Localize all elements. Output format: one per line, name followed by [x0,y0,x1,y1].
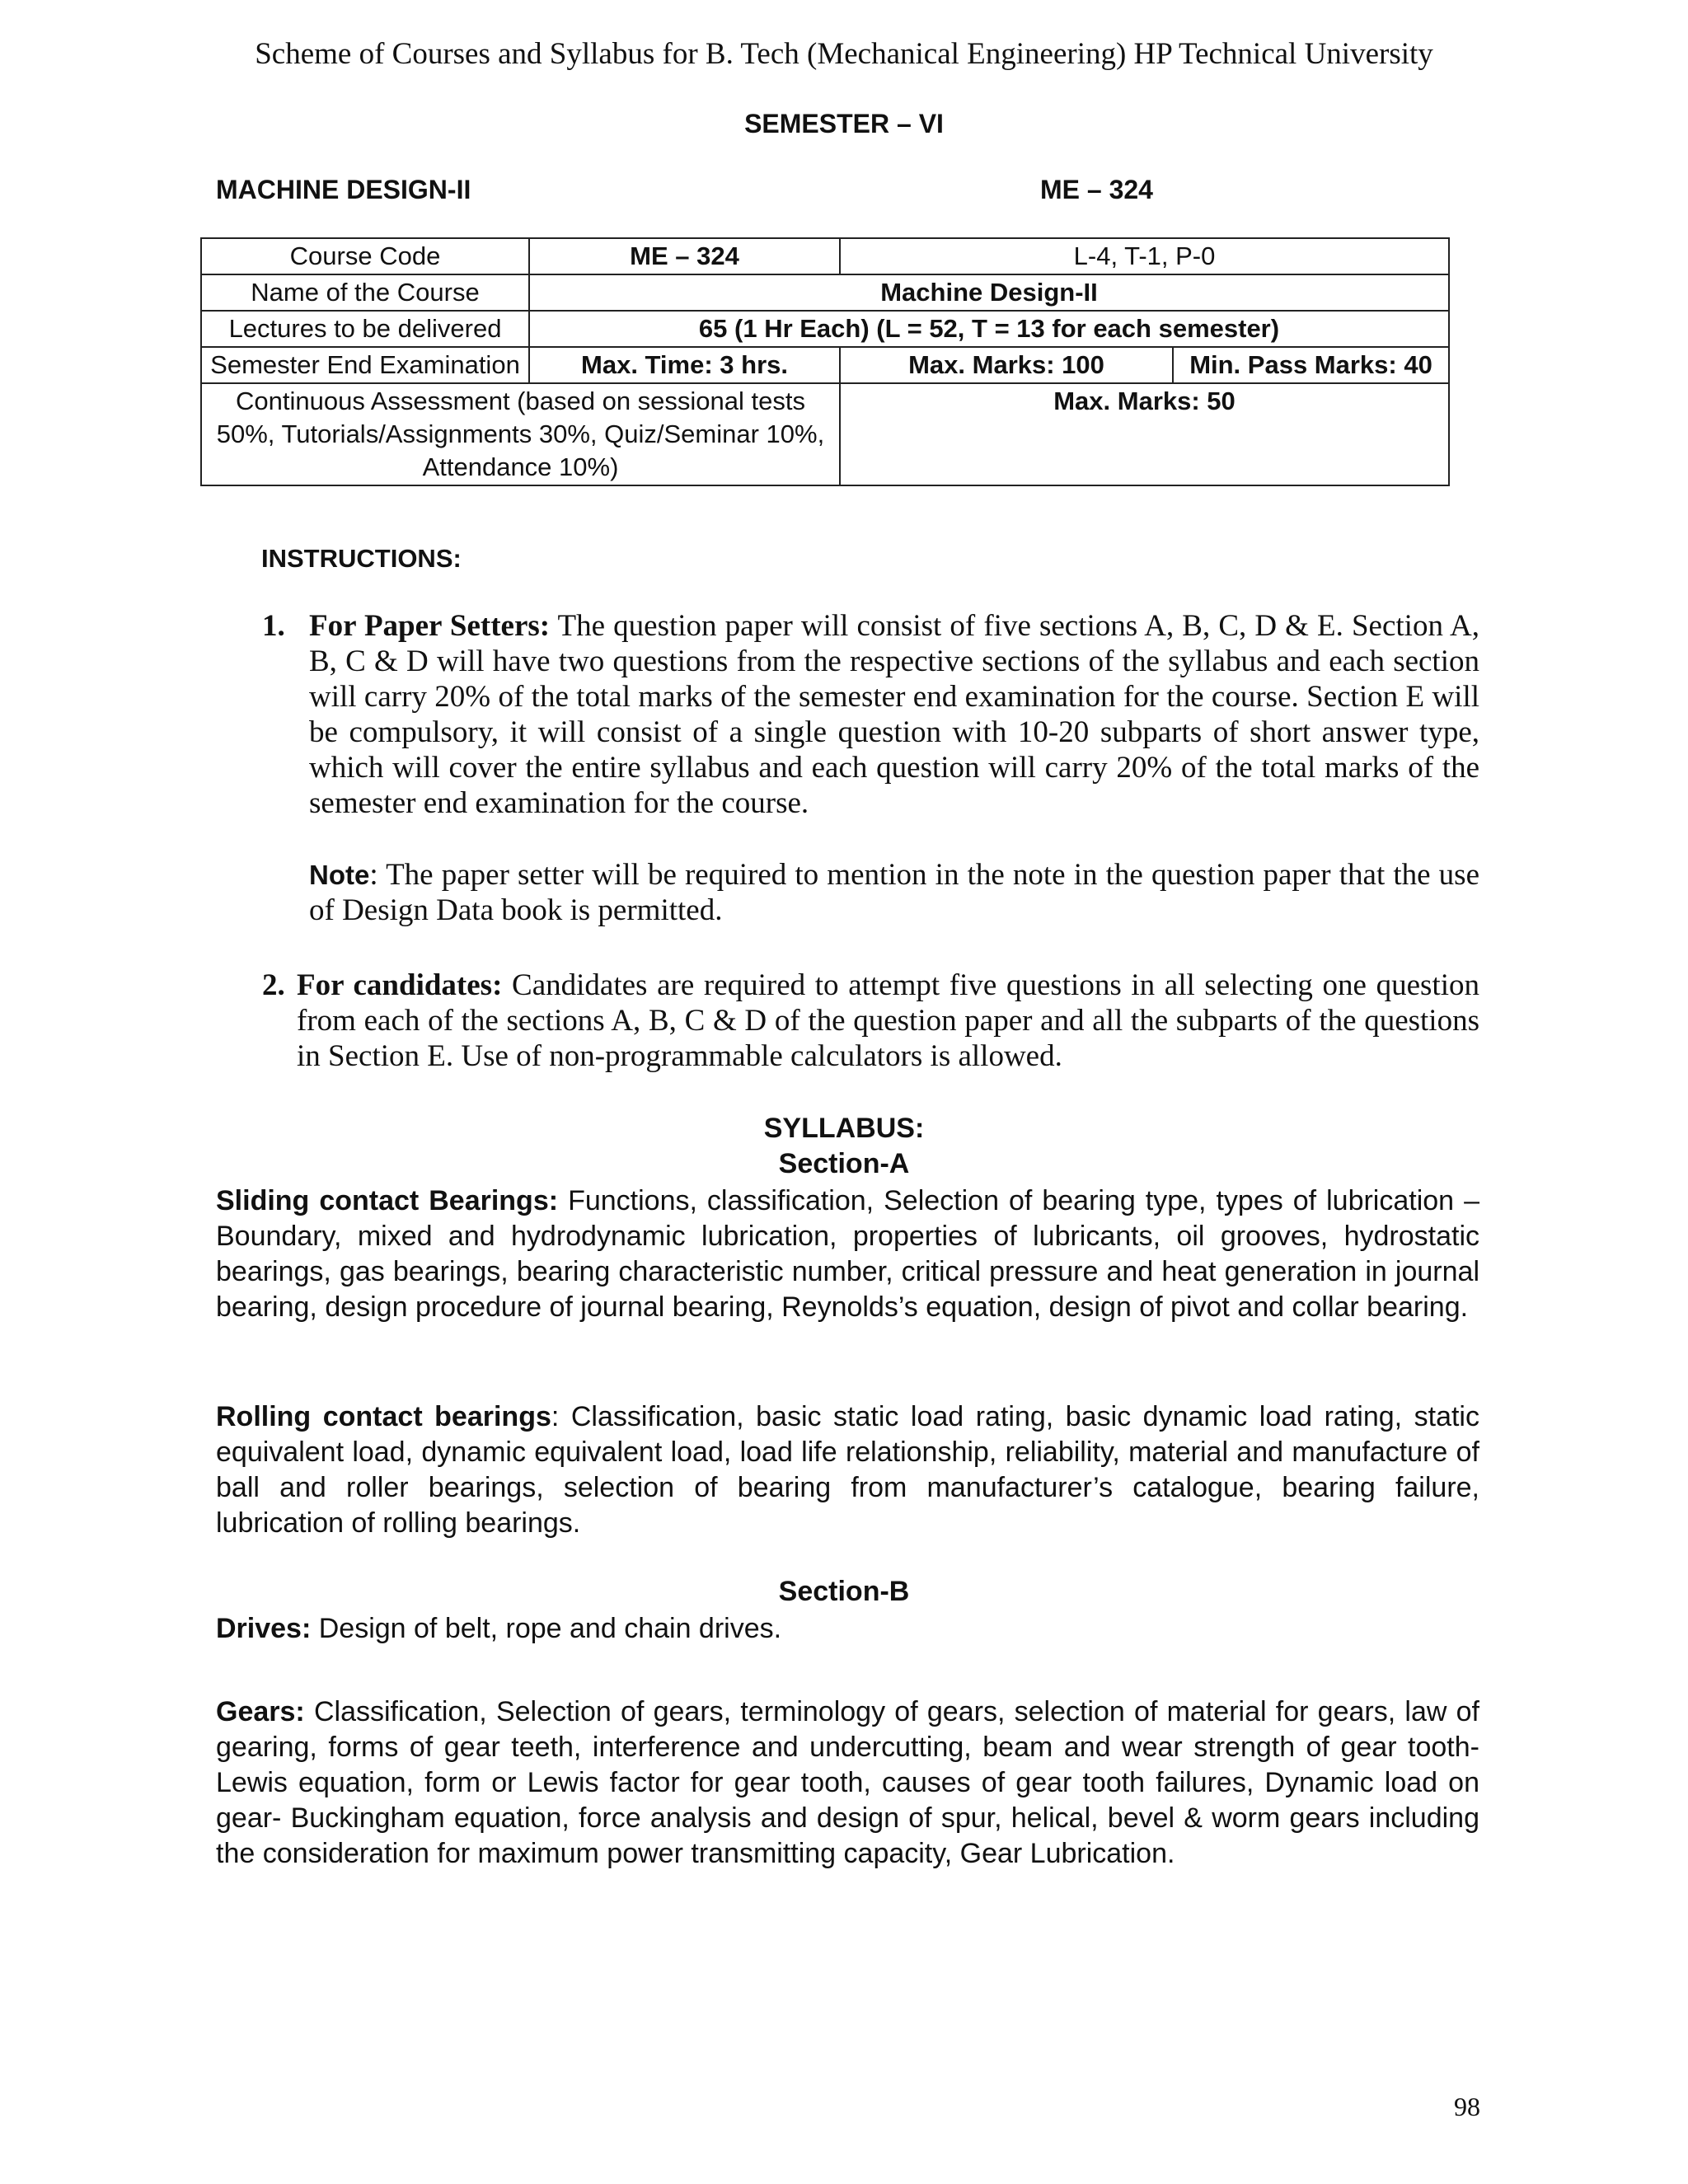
instruction-paper-setters [309,608,1479,821]
instruction-text: Candidates are required to attempt five questions in all selecting one question from each of the sections A, B, C & D of the question paper and all the subparts of the questions in Section E. Use of non-programmable calculators is allowed. [297,968,1479,1073]
page-header: Scheme of Courses and Syllabus for B. Tech (Mechanical Engineering) HP Technical University [255,37,1433,71]
sem-end-label: Semester End Examination [201,347,529,383]
semester-heading: SEMESTER – VI [744,109,944,138]
topic-lead: Gears: [216,1696,305,1727]
topic-text: Classification, Selection of gears, terminology of gears, selection of material for gears, law of gearing, forms of gear teeth, interference and undercutting, beam and wear strength of gear tooth- Lewis equation, form or Lewis factor for gear tooth, causes of gear tooth failures, Dynamic load on gear- Buckingham equation, force analysis and design of spur, helical, bevel & worm gears including the consideration for maximum power transmitting capacity, Gear Lubrication. [216,1696,1479,1869]
table-row [201,274,1449,311]
topic-lead: Drives: [216,1613,312,1644]
max-marks: Max. Marks: 100 [840,347,1173,383]
table-row [201,347,1449,383]
min-pass-marks: Min. Pass Marks: 40 [1173,347,1449,383]
section-a-heading: Section-A [778,1148,910,1179]
instruction-lead: For candidates: [297,968,503,1002]
instruction-candidates [297,968,1479,1074]
course-code-heading: ME – 324 [1040,175,1153,204]
topic-text: : Classification, basic static load rating, basic dynamic load rating, static equivalent load, dynamic equivalent load, load life relationship, reliability, material and manufacture of ball and roller bearings, selection of bearing from manufacturer’s catalogue, bearing failure, lubrication of rolling bearings. [216,1401,1479,1539]
instruction-number: 2. [262,968,285,1002]
course-code-value: ME – 324 [529,238,840,274]
topic-lead: Rolling contact bearings [216,1401,551,1432]
rolling-bearings-paragraph [216,1399,1479,1541]
max-time: Max. Time: 3 hrs. [529,347,840,383]
topic-text: Design of belt, rope and chain drives. [318,1613,782,1644]
course-name-value: Machine Design-II [529,274,1449,311]
instruction-text: The question paper will consist of five sections A, B, C, D & E. Section A, B, C & D will have two questions from the respective sections of the syllabus and each section will carry 20% of the total marks of the semester end examination for the course. Section E will be compulsory, it will consist of a single question with 10-20 subparts of short answer type, which will cover the entire syllabus and each question will carry 20% of the total marks of the semester end examination for the course. [309,609,1479,820]
continuous-assessment-marks: Max. Marks: 50 [840,383,1449,485]
instruction-note [309,857,1479,928]
gears-paragraph [216,1694,1479,1872]
drives-paragraph [216,1611,1479,1647]
course-name-label: Name of the Course [201,274,529,311]
topic-text: Functions, classification, Selection of bearing type, types of lubrication – Boundary, mixed and hydrodynamic lubrication, properties of lubricants, oil grooves, hydrostatic bearings, gas bearings, bearing characteristic number, critical pressure and heat generation in journal bearing, design procedure of journal bearing, Reynolds’s equation, design of pivot and collar bearing. [216,1185,1480,1323]
course-title: MACHINE DESIGN-II [216,175,471,204]
instructions-heading: INSTRUCTIONS: [261,544,462,573]
syllabus-heading: SYLLABUS: [763,1113,925,1144]
lectures-label: Lectures to be delivered [201,311,529,347]
note-label: Note [309,860,370,890]
table-row [201,238,1449,274]
note-text: : The paper setter will be required to mention in the note in the question paper that the use of Design Data book is permitted. [309,858,1479,927]
instruction-number: 1. [262,609,285,643]
table-row [201,383,1449,485]
sliding-bearings-paragraph [216,1183,1479,1325]
lectures-value: 65 (1 Hr Each) (L = 52, T = 13 for each semester) [529,311,1449,347]
instruction-lead: For Paper Setters: [309,609,551,643]
continuous-assessment-label: Continuous Assessment (based on sessional tests 50%, Tutorials/Assignments 30%, Quiz/Seminar 10%, Attendance 10%) [201,383,840,485]
ltp-value: L-4, T-1, P-0 [840,238,1449,274]
course-code-label: Course Code [201,238,529,274]
table-row [201,311,1449,347]
page-number: 98 [1454,2092,1480,2121]
topic-lead: Sliding contact Bearings: [216,1185,559,1216]
section-b-heading: Section-B [778,1576,910,1607]
course-info-table [200,237,1450,486]
